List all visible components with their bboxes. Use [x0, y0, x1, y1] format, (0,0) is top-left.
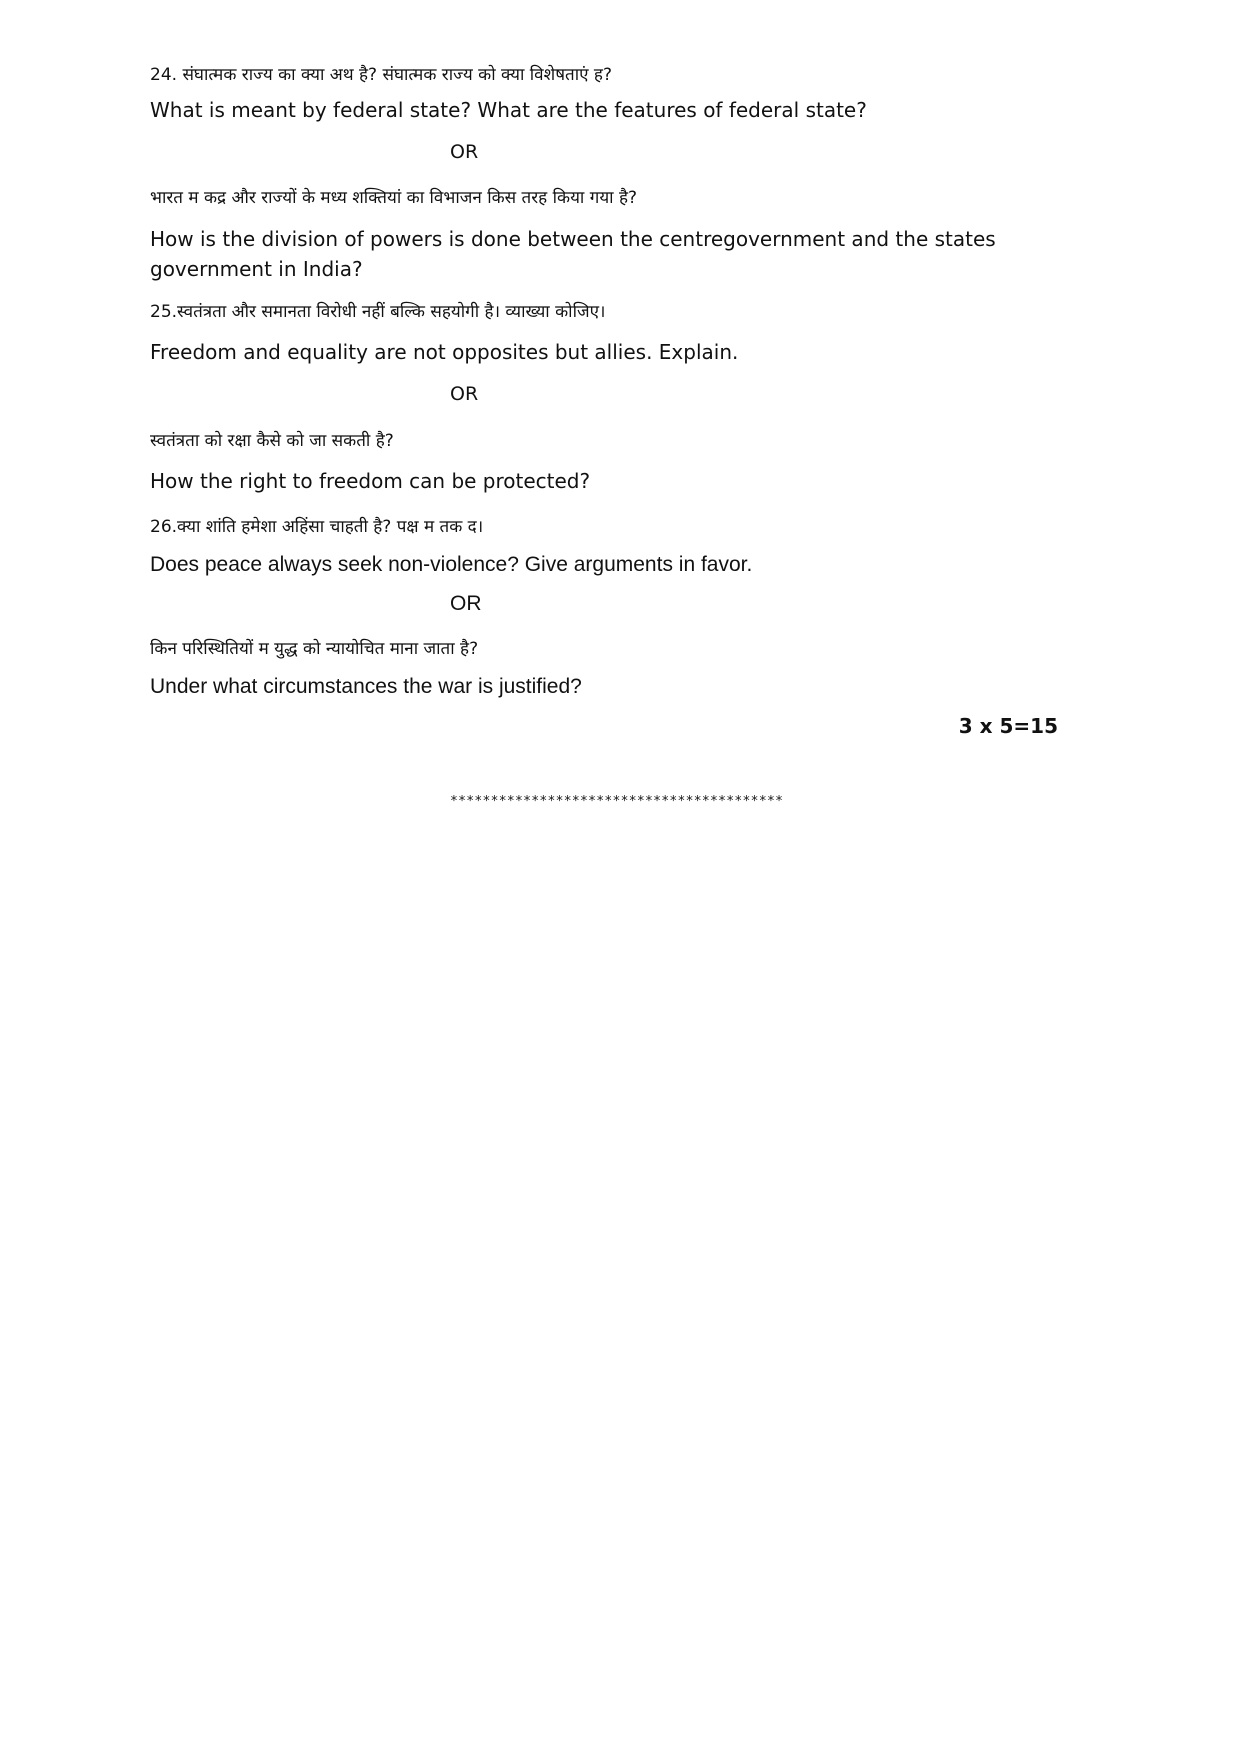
q24-alt-english: How is the division of powers is done between the centregovernment and the states government in India?: [150, 227, 996, 281]
marks-total: 3 x 5=15: [958, 714, 1058, 738]
q25-alt-hindi: स्वतंत्रता को रक्षा कैसे को जा सकती है?: [150, 431, 394, 451]
q26-hindi: 26.क्या शांति हमेशा अहिंसा चाहती है? पक्ष म तक द।: [150, 517, 484, 537]
q25-alt-english: How the right to freedom can be protected?: [150, 469, 591, 493]
q24-hindi: 24. संघात्मक राज्य का क्या अथ है? संघात्मक राज्य को क्या विशेषताएं ह?: [150, 65, 612, 85]
q26-alt-hindi: किन परिस्थितियों म युद्ध को न्यायोचित माना जाता है?: [150, 639, 479, 659]
q26-or: OR: [450, 592, 482, 615]
q26-alt-english: Under what circumstances the war is justified?: [150, 675, 582, 698]
q25-english: Freedom and equality are not opposites but allies. Explain.: [150, 340, 739, 364]
q24-or: OR: [450, 141, 479, 163]
end-separator: *****************************************: [450, 794, 784, 809]
q26-english: Does peace always seek non-violence? Give arguments in favor.: [150, 553, 753, 576]
q24-english: What is meant by federal state? What are the features of federal state?: [150, 98, 867, 122]
q25-or: OR: [450, 383, 479, 405]
q24-alt-hindi: भारत म कद्र और राज्यों के मध्य शक्तियां का विभाजन किस तरह किया गया है?: [150, 188, 638, 208]
q25-hindi: 25.स्वतंत्रता और समानता विरोधी नहीं बल्कि सहयोगी है। व्याख्या कोजिए।: [150, 302, 606, 322]
